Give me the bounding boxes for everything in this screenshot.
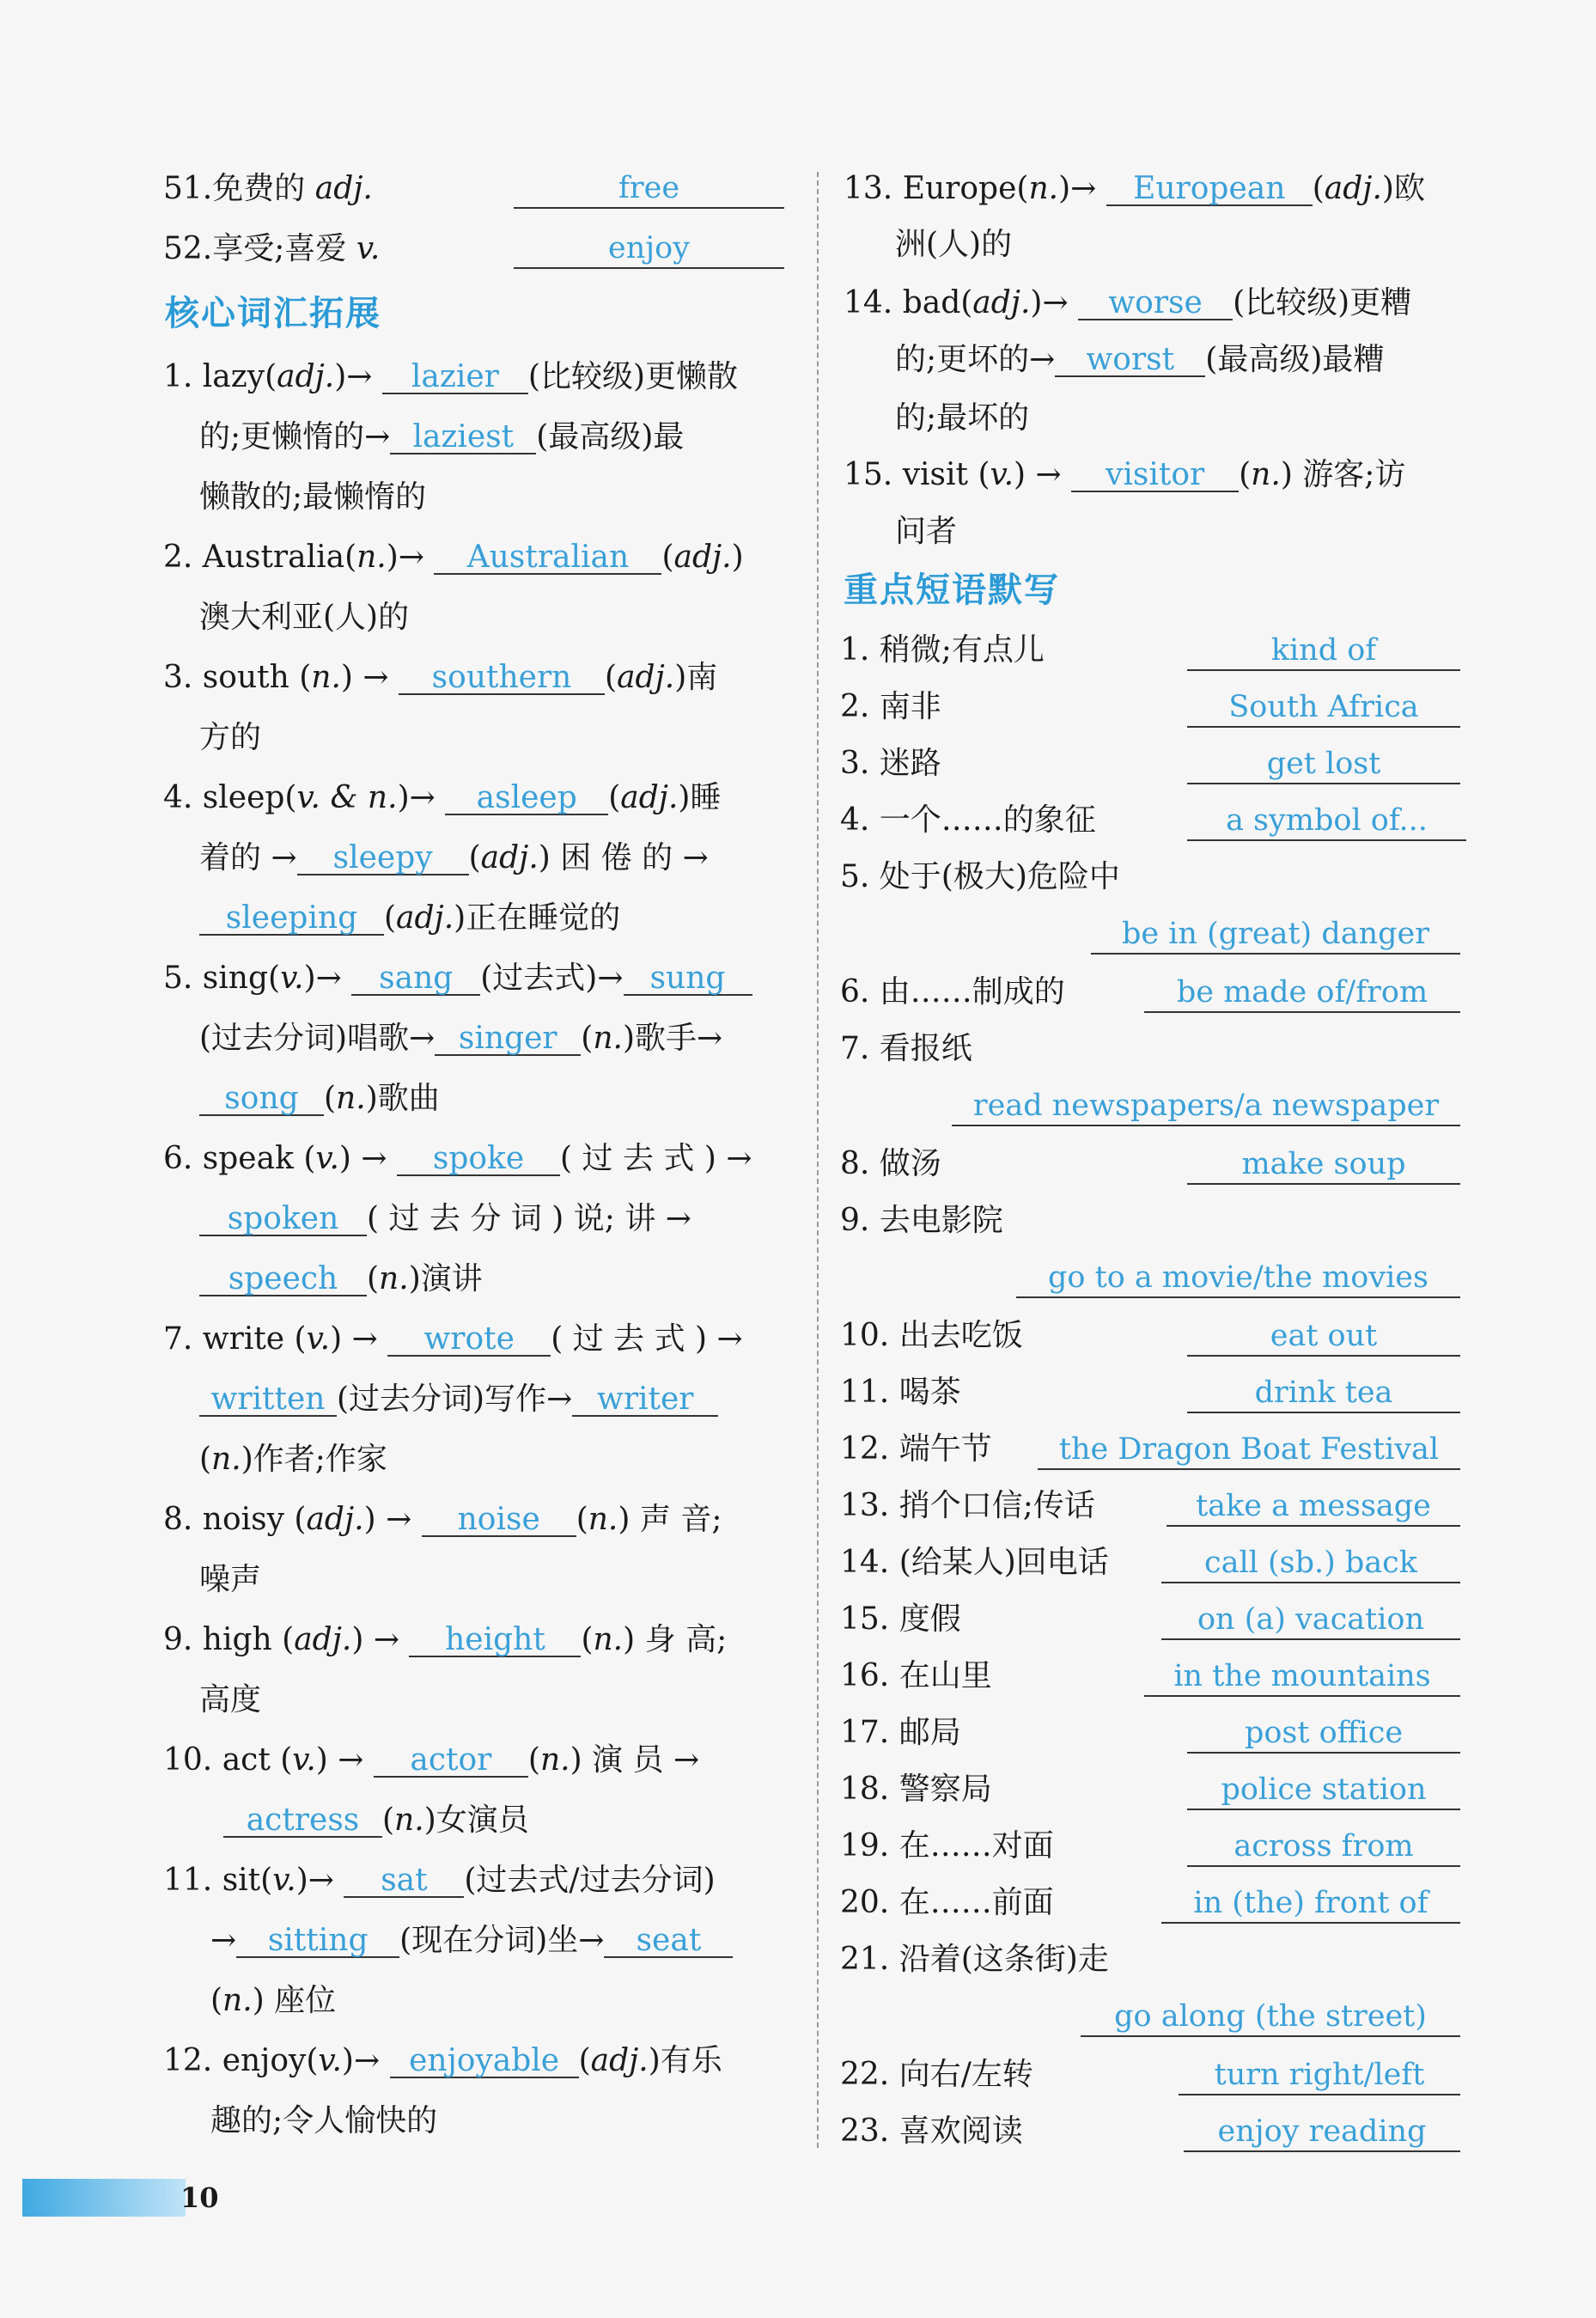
answer-southern: southern: [399, 661, 605, 695]
entry-2-line-2: 澳大利亚(人)的: [199, 600, 410, 635]
answer-wrote: wrote: [387, 1322, 551, 1357]
phrase-answer: in the mountains: [1144, 1657, 1460, 1697]
entry-9-line-2: 高度: [199, 1682, 262, 1717]
answer-51: free: [514, 169, 784, 209]
phrase-question: 15. 度假: [840, 1601, 961, 1637]
phrase-answer: police station: [1187, 1771, 1460, 1810]
entry-5-line-3: song (n.)歌曲: [199, 1077, 440, 1120]
phrase-answer: make soup: [1187, 1145, 1460, 1185]
answer-asleep: asleep: [445, 781, 608, 815]
entry-10-line-1: 10. act (v.) → actor (n.) 演 员 →: [163, 1742, 700, 1778]
phrase-question: 18. 警察局: [840, 1772, 992, 1807]
phrase-question: 13. 捎个口信;传话: [840, 1488, 1095, 1523]
entry-8-line-1: 8. noisy (adj.) → noise (n.) 声 音;: [163, 1502, 722, 1537]
phrase-answer: on (a) vacation: [1161, 1601, 1460, 1640]
phrase-answer: eat out: [1187, 1317, 1460, 1357]
phrase-question: 23. 喜欢阅读: [840, 2114, 1023, 2149]
answer-song: song: [199, 1082, 324, 1116]
entry-11-line-3: (n.) 座位: [210, 1983, 337, 2018]
answer-spoke: spoke: [397, 1142, 560, 1176]
answer-sleepy: sleepy: [297, 841, 469, 875]
phrase-question: 11. 喝茶: [840, 1375, 961, 1410]
vocab-item-52: 52.享受;喜爱 v.: [163, 231, 381, 266]
phrase-answer: in (the) front of: [1161, 1884, 1460, 1924]
entry-14-line-1: 14. bad(adj.)→ worse (比较级)更糟: [844, 285, 1412, 320]
answer-sitting: sitting: [236, 1924, 399, 1958]
entry-1-line-2: 的;更懒惰的→ laziest (最高级)最: [199, 419, 685, 454]
answer-enjoyable: enjoyable: [390, 2044, 579, 2078]
entry-7-line-3: (n.)作者;作家: [199, 1442, 387, 1477]
phrase-question: 3. 迷路: [840, 746, 941, 781]
answer-height: height: [409, 1623, 581, 1657]
answer-worst: worst: [1055, 343, 1205, 377]
phrase-question: 21. 沿着(这条街)走: [840, 1942, 1109, 1977]
phrase-question: 22. 向右/左转: [840, 2057, 1033, 2092]
entry-7-line-1: 7. write (v.) → wrote ( 过 去 式 ) →: [163, 1321, 743, 1357]
entry-14-line-3: 的;最坏的: [895, 400, 1030, 436]
phrase-question: 17. 邮局: [840, 1715, 961, 1750]
page-number: 10: [180, 2181, 219, 2214]
answer-sung: sung: [624, 961, 752, 996]
phrase-question: 8. 做汤: [840, 1146, 941, 1181]
answer-worse: worse: [1078, 286, 1233, 320]
phrase-question: 12. 端午节: [840, 1431, 992, 1467]
phrase-answer: South Africa: [1187, 688, 1460, 728]
entry-12-line-1: 12. enjoy(v.)→ enjoyable (adj.)有乐: [163, 2043, 722, 2078]
column-divider: [817, 172, 819, 2148]
entry-1-line-1: 1. lazy(adj.)→ lazier (比较级)更懒散: [163, 359, 739, 394]
phrase-answer: turn right/left: [1179, 2056, 1460, 2095]
answer-seat: seat: [604, 1924, 733, 1958]
entry-4-line-1: 4. sleep(v. & n.)→ asleep (adj.)睡: [163, 780, 722, 815]
section-heading-key-phrases: 重点短语默写: [844, 570, 1060, 610]
entry-5-line-2: (过去分词)唱歌→ singer (n.)歌手→: [199, 1021, 723, 1056]
entry-11-line-2: → sitting (现在分词)坐→ seat: [210, 1919, 733, 1962]
answer-singer: singer: [435, 1022, 581, 1056]
phrase-answer: the Dragon Boat Festival: [1038, 1430, 1460, 1470]
phrase-answer: be made of/from: [1144, 973, 1460, 1013]
phrase-question: 14. (给某人)回电话: [840, 1545, 1109, 1580]
entry-6-line-1: 6. speak (v.) → spoke ( 过 去 式 ) →: [163, 1141, 752, 1176]
entry-1-line-3: 懒散的;最懒惰的: [199, 479, 427, 515]
entry-11-line-1: 11. sit(v.)→ sat (过去式/过去分词): [163, 1863, 716, 1898]
entry-2-line-1: 2. Australia(n.)→ Australian (adj.): [163, 540, 744, 575]
answer-written: written: [199, 1382, 337, 1417]
entry-10-line-2: actress (n.)女演员: [223, 1799, 529, 1842]
phrase-question: 16. 在山里: [840, 1658, 992, 1693]
phrase-question: 9. 去电影院: [840, 1203, 1003, 1238]
answer-sat: sat: [344, 1864, 464, 1898]
footer-bar: [22, 2179, 186, 2217]
entry-14-line-2: 的;更坏的→ worst (最高级)最糟: [895, 342, 1385, 377]
entry-5-line-1: 5. sing(v.)→ sang (过去式)→ sung: [163, 957, 752, 1000]
phrase-question: 20. 在……前面: [840, 1885, 1054, 1920]
phrase-answer: go along (the street): [1081, 1998, 1460, 2037]
phrase-question: 2. 南非: [840, 689, 941, 724]
entry-7-line-2: written (过去分词)写作→ writer: [199, 1378, 718, 1421]
answer-actress: actress: [223, 1803, 382, 1838]
answer-noise: noise: [422, 1503, 576, 1537]
phrase-answer: go to a movie/the movies: [1016, 1259, 1460, 1298]
phrase-question: 4. 一个……的象征: [840, 802, 1096, 838]
entry-15-line-2: 问者: [895, 514, 958, 549]
answer-european: European: [1106, 172, 1313, 206]
phrase-answer: call (sb.) back: [1161, 1544, 1460, 1583]
entry-4-line-3: sleeping (adj.)正在睡觉的: [199, 897, 620, 940]
phrase-answer: kind of: [1187, 631, 1460, 671]
phrase-question: 6. 由……制成的: [840, 974, 1065, 1010]
phrase-answer: post office: [1187, 1714, 1460, 1754]
entry-12-line-2: 趣的;令人愉快的: [210, 2103, 438, 2138]
phrase-answer: enjoy reading: [1184, 2113, 1460, 2152]
answer-australian: Australian: [434, 540, 661, 575]
entry-13-line-1: 13. Europe(n.)→ European (adj.)欧: [844, 171, 1425, 206]
entry-13-line-2: 洲(人)的: [895, 227, 1013, 262]
phrase-question: 19. 在……对面: [840, 1828, 1054, 1864]
phrase-answer: a symbol of...: [1187, 802, 1466, 841]
phrase-question: 10. 出去吃饭: [840, 1318, 1023, 1353]
phrase-answer: drink tea: [1187, 1374, 1460, 1413]
answer-speech: speech: [199, 1262, 367, 1296]
answer-laziest: laziest: [390, 420, 536, 454]
answer-spoken: spoken: [199, 1202, 367, 1236]
section-heading-core-vocab: 核心词汇拓展: [165, 294, 381, 333]
phrase-answer: get lost: [1187, 745, 1460, 784]
phrase-question: 1. 稍微;有点儿: [840, 632, 1045, 668]
answer-visitor: visitor: [1071, 458, 1239, 492]
phrase-question: 7. 看报纸: [840, 1031, 972, 1066]
entry-15-line-1: 15. visit (v.) → visitor (n.) 游客;访: [844, 457, 1406, 492]
entry-6-line-3: speech (n.)演讲: [199, 1258, 483, 1301]
entry-9-line-1: 9. high (adj.) → height (n.) 身 高;: [163, 1622, 728, 1657]
phrase-answer: read newspapers/a newspaper: [952, 1087, 1460, 1126]
vocab-item-51: 51.免费的 adj.: [163, 171, 373, 206]
answer-lazier: lazier: [382, 360, 528, 394]
phrase-answer: take a message: [1167, 1487, 1460, 1527]
phrase-question: 5. 处于(极大)危险中: [840, 859, 1120, 894]
entry-3-line-2: 方的: [199, 720, 262, 755]
entry-8-line-2: 噪声: [199, 1562, 262, 1597]
answer-actor: actor: [374, 1743, 528, 1778]
phrase-answer: be in (great) danger: [1091, 915, 1460, 955]
entry-4-line-2: 着的 → sleepy (adj.) 困 倦 的 →: [199, 840, 709, 875]
answer-writer: writer: [572, 1382, 718, 1417]
answer-sang: sang: [351, 961, 480, 996]
entry-3-line-1: 3. south (n.) → southern (adj.)南: [163, 660, 718, 695]
answer-sleeping: sleeping: [199, 901, 384, 936]
entry-6-line-2: spoken ( 过 去 分 词 ) 说; 讲 →: [199, 1198, 691, 1241]
answer-52: enjoy: [514, 229, 784, 269]
phrase-answer: across from: [1187, 1827, 1460, 1867]
